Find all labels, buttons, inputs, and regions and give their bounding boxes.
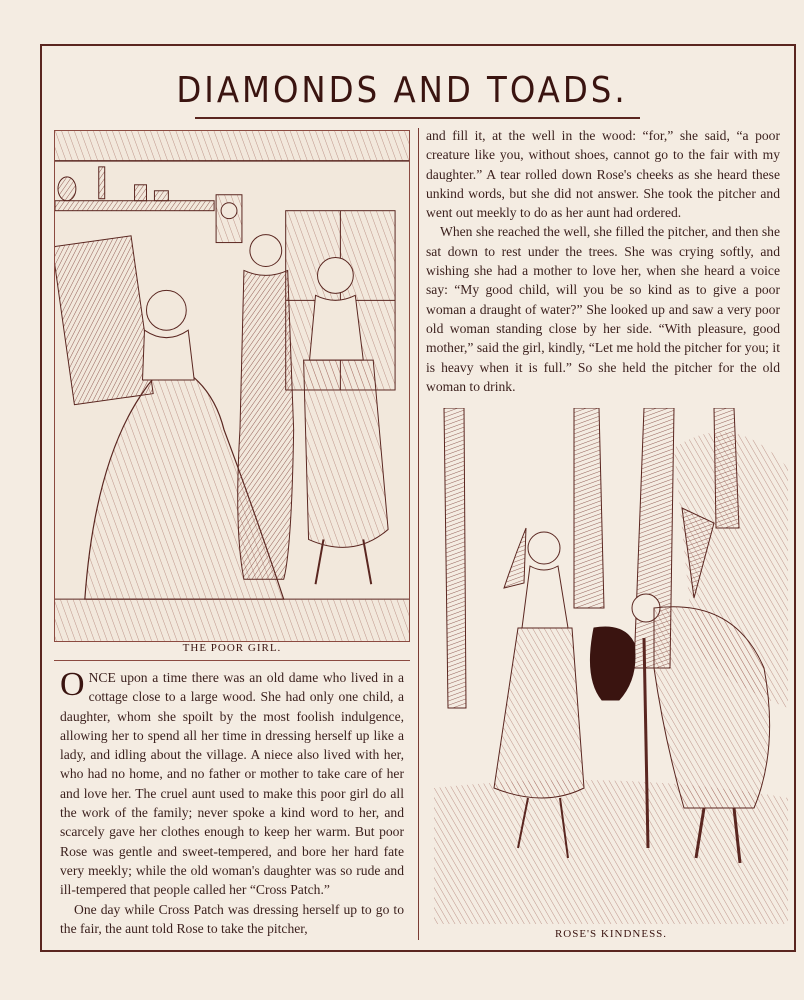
caption-roses-kindness: ROSE'S KINDNESS. (554, 928, 668, 940)
story-column-left (60, 668, 404, 938)
illustration-roses-kindness (434, 408, 788, 924)
illustration-poor-girl (54, 130, 410, 642)
story-paragraph: One day while Cross Patch was dressing herself up to go to the fair, the aunt told Rose to take the pitcher, (60, 901, 404, 936)
title-underline (195, 117, 640, 119)
column-divider (418, 128, 419, 940)
story-paragraph (60, 668, 404, 900)
story-column-right (426, 126, 780, 396)
story-text: NCE upon a time there was an old dame who lived in a cottage close to a large wood. She had only one child, a daughter, whom she spoilt by the most foolish indulgence, allowing her to spend all her time in dressing herself up like a lady, and idling about the village. A niece also lived with her, who had no home, and no father or mother to take care of her and love her. The cruel aunt used to make this poor girl do all the work of the family; never spoke a kind word to her, and scarcely gave her clothes enough to keep her warm. But poor Rose was gentle and sweet-tempered, and bore her hard fate very meekly; while the old woman's daughter was so rude and ill-tempered that people called her “Cross Patch.” (60, 670, 404, 898)
story-paragraph: and fill it, at the well in the wood: “for,” she said, “a poor creature like you, without shoes, cannot go to the fair with my daughter.” A tear rolled down Rose's cheeks as she heard these unkind words, but she did not answer. She took the pitcher and went out meekly to do as her aunt had ordered. (426, 128, 780, 221)
story-paragraph: When she reached the well, she filled the pitcher, and then she sat down to rest under the trees. She was crying softly, and wishing she had a mother to love her, when she heard a voice say: “My good child, will you be so kind as to give a poor woman a draught of water?” She looked up and saw a very poor old woman standing close by her side. “With pleasure, good mother,” said the girl, kindly, “Let me hold the pitcher for you; it is heavy when it is full.” So she held the pitcher for the old woman to drink. (426, 224, 780, 394)
caption-poor-girl: THE POOR GIRL. (182, 642, 282, 654)
page-title: DIAMONDS AND TOADS. (176, 70, 628, 111)
drop-cap: O (60, 666, 85, 703)
caption-divider (54, 660, 410, 661)
